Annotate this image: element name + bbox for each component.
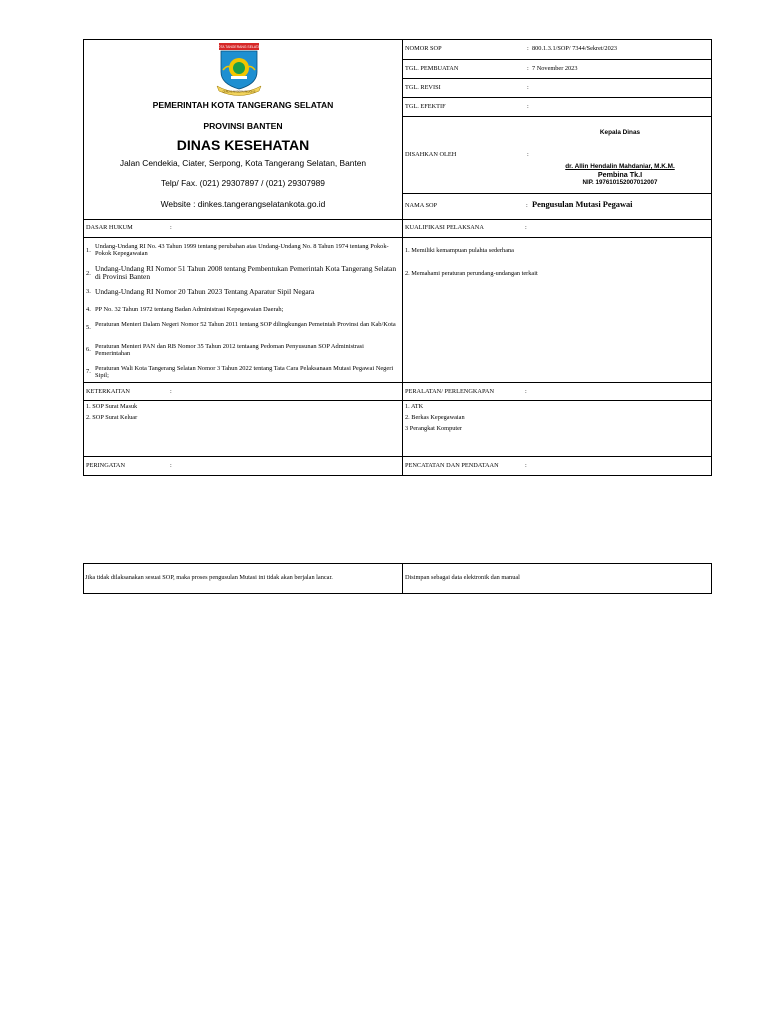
logo-banner-text: KOTA TANGERANG SELATAN [215, 45, 263, 50]
signer-nip: NIP. 197610152007012007 [582, 179, 658, 186]
phone-line: Telp/ Fax. (021) 29307897 / (021) 29307989 [161, 178, 325, 188]
tgl-pembuatan-row [403, 60, 711, 79]
list-item: 1. ATK [405, 403, 424, 410]
peringatan-label: PERINGATAN [86, 462, 126, 469]
list-item: 5. Peraturan Menteri Dalam Negeri Nomor 52 Tahun 2011 tentang SOP dilingkungan Pemeintah Provinsi dan Kab/Kota [86, 321, 396, 331]
list-item: 2. Berkas Kepegawaian [405, 414, 465, 421]
colon: : [527, 65, 529, 72]
list-item: 4. PP No. 32 Tahun 1972 tentang Badan Administrasi Kepegawaian Daerah; [86, 306, 284, 313]
colon: : [527, 151, 529, 158]
nama-sop-value: Pengusulan Mutasi Pegawai [532, 200, 633, 209]
list-item: 2. Memahami peraturan perundang-undangan terkait [405, 270, 538, 277]
list-item: 6. Peraturan Menteri PAN dan RB Nomor 35 Tahun 2012 tentaang Pedoman Penyusunan SOP Administrasi Pemerintahan [86, 343, 364, 357]
tgl-pembuatan-label: TGL. PEMBUATAN [405, 65, 459, 72]
list-item: 3. Undang-Undang RI Nomor 20 Tahun 2023 Tentang Aparatur Sipil Negara [86, 287, 315, 296]
tgl-efektif-row [403, 98, 711, 117]
logo-ribbon-text: CERDAS MODERN RELIGIUS [222, 90, 256, 94]
peralatan-label: PERALATAN/ PERLENGKAPAN [405, 388, 495, 395]
nomor-sop-value: 800.1.3.1/SOP/ 7344/Sekret/2023 [532, 45, 618, 52]
address-line: Jalan Cendekia, Ciater, Serpong, Kota Tangerang Selatan, Banten [119, 158, 367, 168]
colon: : [525, 224, 527, 231]
list-item: 1. SOP Surat Masuk [86, 403, 138, 410]
peringatan-text: Jika tidak dilaksanakan sesuai SOP, maka proses pengusulan Mutasi ini tidak akan berjalan lancar. [85, 574, 333, 581]
tgl-pembuatan-value: 7 November 2023 [532, 65, 578, 72]
signer-title: Kepala Dinas [599, 129, 641, 136]
city-logo [211, 42, 267, 96]
nama-sop-label: NAMA SOP [405, 202, 438, 209]
colon: : [525, 388, 527, 395]
keterkaitan-label: KETERKAITAN [86, 388, 130, 395]
pencatatan-label: PENCATATAN DAN PENDATAAN [405, 462, 499, 469]
colon: : [527, 45, 529, 52]
tgl-revisi-row [403, 79, 711, 98]
gov-line: PEMERINTAH KOTA TANGERANG SELATAN [152, 100, 334, 110]
colon: : [527, 84, 529, 91]
province-line: PROVINSI BANTEN [203, 121, 283, 131]
website-line: Website : dinkes.tangerangselatankota.go.id [160, 199, 326, 209]
list-item: 1. Memiliki kemampuan pulahta sederhana [405, 247, 514, 254]
colon: : [527, 103, 529, 110]
list-item: 2. Undang-Undang RI Nomor 51 Tahun 2008 tentang Pembentukan Pemerintah Kota Tangerang Selatan di Provinsi Banten [86, 264, 397, 282]
nomor-sop-row [403, 40, 711, 59]
kualifikasi-label: KUALIFIKASI PELAKSANA [405, 224, 484, 231]
list-item: 3 Perangkat Komputer [405, 425, 463, 432]
tgl-revisi-label: TGL. REVISI [405, 84, 441, 91]
tgl-efektif-label: TGL. EFEKTIF [405, 103, 446, 110]
colon: : [525, 462, 527, 469]
colon: : [170, 388, 172, 395]
colon: : [170, 224, 172, 231]
dasar-hukum-label: DASAR HUKUM [86, 224, 133, 231]
list-item: 7. Peraturan Wali Kota Tangerang Selatan Nomor 3 Tahun 2022 tentang Tata Cara Pelaksanaan Mutasi Pegawai Negeri Sipil; [86, 365, 394, 379]
disahkan-label: DISAHKAN OLEH [405, 151, 457, 158]
list-item: 2. SOP Surat Keluar [86, 414, 138, 421]
signer-rank: Pembina Tk.I [597, 170, 643, 179]
pencatatan-text: Disimpan sebagai data elektronik dan manual [405, 574, 520, 581]
colon: : [526, 202, 528, 209]
department-title: DINAS KESEHATAN [176, 137, 310, 153]
list-item: 1. Undang-Undang RI No. 43 Tahun 1999 tentang perubahan atas Undang-Undang No. 8 Tahun 1974 tentang Pokok-Pokok Kepegawaian [86, 243, 389, 257]
nomor-sop-label: NOMOR SOP [405, 45, 442, 52]
colon: : [170, 462, 172, 469]
signer-name: dr. Allin Hendalin Mahdaniar, M.K.M. [565, 163, 675, 170]
